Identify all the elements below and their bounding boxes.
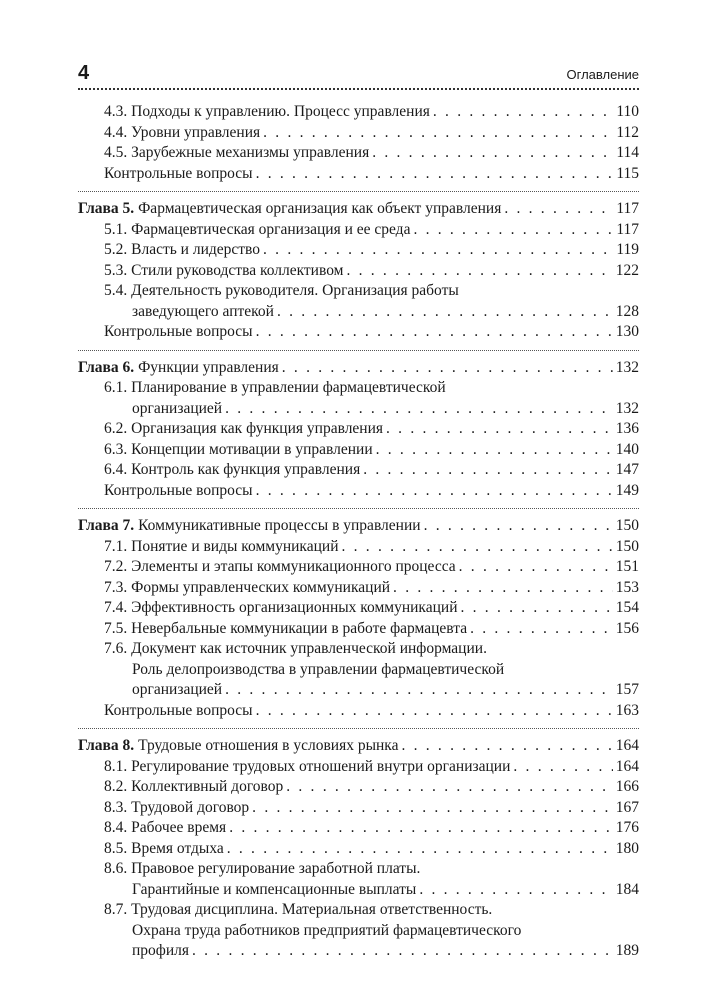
leader-dots	[346, 261, 612, 282]
entry-page: 119	[616, 241, 639, 258]
entry-page: 189	[615, 942, 639, 959]
entry-line	[104, 102, 639, 123]
leader-dots	[433, 102, 613, 123]
toc-entry	[78, 757, 639, 778]
toc-entry	[78, 419, 639, 440]
toc-entry	[78, 220, 639, 241]
entry-text: 6.4. Контроль как функция управления	[104, 461, 361, 478]
toc-entry	[78, 123, 639, 144]
entry-number: 5.2.	[104, 241, 132, 258]
entry-line	[104, 460, 639, 481]
entry-line	[104, 399, 639, 420]
entry-number: 8.6.	[104, 860, 132, 877]
entry-page: 140	[615, 440, 639, 458]
entry-text: 4.4. Уровни управления	[104, 123, 261, 141]
leader-dots	[424, 516, 613, 537]
entry-number: 6.3.	[104, 440, 132, 458]
leader-dots	[256, 322, 613, 343]
entry-text: 8.5. Время отдыха	[104, 839, 224, 857]
chapter-separator	[78, 727, 639, 729]
toc-entry	[78, 818, 639, 839]
toc-entry	[78, 900, 639, 962]
entry-line	[104, 777, 639, 798]
entry-number: 4.4.	[104, 123, 132, 141]
leader-dots	[256, 481, 613, 502]
leader-dots	[192, 941, 613, 962]
entry-line	[104, 220, 639, 241]
entry-page: 114	[616, 144, 639, 161]
entry-number: 7.3.	[104, 578, 132, 596]
toc-entry	[78, 578, 639, 599]
entry-page: 153	[615, 578, 639, 596]
entry-text: 7.5. Невербальные коммуникации в работе фармацевта	[104, 619, 468, 637]
entry-page: 112	[616, 123, 639, 141]
entry-line	[104, 578, 639, 599]
leader-dots	[277, 302, 613, 323]
chapter-heading	[78, 736, 639, 757]
entry-number: 8.2.	[104, 778, 132, 795]
entry-page: 157	[615, 681, 639, 698]
entry-line	[104, 281, 639, 302]
entry-line	[104, 941, 639, 962]
leader-dots	[470, 619, 613, 640]
entry-line	[104, 818, 639, 839]
entry-line	[104, 481, 639, 502]
entry-text: 6.2. Организация как функция управления	[104, 420, 384, 437]
entry-text: 7.4. Эффективность организационных коммуникаций	[104, 599, 458, 616]
entry-line	[104, 900, 639, 921]
entry-text: 5.2. Власть и лидерство	[104, 241, 261, 258]
entry-number: 6.2.	[104, 420, 132, 437]
leader-dots	[372, 143, 613, 164]
leader-dots	[363, 460, 613, 481]
entry-page: 150	[615, 537, 639, 555]
leader-dots	[386, 419, 613, 440]
toc-entry	[78, 440, 639, 461]
entry-line	[104, 680, 639, 701]
leader-dots	[459, 557, 613, 578]
header-rule	[78, 88, 639, 90]
book-page	[78, 60, 639, 962]
entry-line	[104, 240, 639, 261]
entry-line	[104, 859, 639, 880]
leader-dots	[225, 680, 613, 701]
chapter-label: Глава 7.	[78, 517, 135, 534]
entry-text: Контрольные вопросы	[104, 701, 253, 719]
leader-dots	[282, 358, 613, 379]
entry-line	[104, 660, 639, 681]
toc-entry	[78, 143, 639, 164]
leader-dots	[227, 839, 613, 860]
chapter-page: 117	[616, 200, 639, 217]
leader-dots	[376, 440, 613, 461]
entry-text: Деятельность руководителя. Организация работы	[131, 282, 459, 299]
entry-text: организацией	[132, 399, 223, 417]
leader-dots	[461, 598, 613, 619]
entry-text: 4.5. Зарубежные механизмы управления	[104, 144, 370, 161]
entry-text: Роль делопроизводства в управлении фармацевтической	[132, 660, 505, 678]
entry-number: 8.1.	[104, 757, 132, 775]
entry-text: 8.4. Рабочее время	[104, 819, 227, 836]
toc-entry	[78, 839, 639, 860]
entry-number: 7.5.	[104, 619, 132, 637]
chapter-heading	[78, 199, 639, 220]
entry-line	[104, 839, 639, 860]
leader-dots	[393, 578, 613, 599]
entry-page: 180	[615, 839, 639, 857]
entry-number: 4.3.	[104, 103, 132, 120]
entry-text: 7.3. Формы управленческих коммуникаций	[104, 578, 391, 596]
chapter-title: Глава 8. Трудовые отношения в условиях рынка	[78, 737, 399, 754]
entry-text: Контрольные вопросы	[104, 481, 253, 499]
toc-entry	[78, 798, 639, 819]
entry-text: 7.2. Элементы и этапы коммуникационного процесса	[104, 558, 456, 575]
toc-entry	[78, 164, 639, 185]
entry-page: 132	[615, 399, 639, 417]
toc-entry	[78, 598, 639, 619]
toc-entry	[78, 701, 639, 722]
entry-page: 110	[616, 103, 639, 120]
entry-line	[104, 164, 639, 185]
entry-line	[104, 123, 639, 144]
chapter-heading	[78, 516, 639, 537]
leader-dots	[229, 818, 613, 839]
entry-number: 5.3.	[104, 261, 132, 279]
leader-dots	[263, 123, 613, 144]
toc-entry	[78, 859, 639, 900]
entry-number: 5.1.	[104, 220, 132, 238]
entry-page: 128	[615, 302, 639, 320]
chapter-page: 132	[615, 358, 639, 376]
entry-text: 5.3. Стили руководства коллективом	[104, 261, 344, 279]
entry-text: 4.3. Подходы к управлению. Процесс управления	[104, 103, 430, 120]
chapter-title: Глава 6. Функции управления	[78, 358, 279, 376]
entry-text: Планирование в управлении фармацевтической	[131, 379, 446, 396]
running-title: Оглавление	[566, 67, 639, 82]
entry-page: 130	[615, 323, 639, 340]
toc-entry	[78, 481, 639, 502]
toc-entry	[78, 557, 639, 578]
leader-dots	[513, 757, 612, 778]
entry-page: 167	[615, 798, 639, 816]
toc-entry	[78, 460, 639, 481]
chapter-page: 150	[615, 517, 639, 534]
chapter-title: Глава 7. Коммуникативные процессы в управлении	[78, 517, 421, 534]
entry-page: 147	[615, 461, 639, 478]
chapter-label: Глава 6.	[78, 358, 135, 376]
entry-page: 151	[615, 558, 639, 575]
entry-line	[104, 440, 639, 461]
chapter-separator	[78, 349, 639, 351]
entry-line	[104, 798, 639, 819]
entry-line	[104, 757, 639, 778]
entry-page: 154	[615, 599, 639, 616]
entry-line	[104, 639, 639, 660]
entry-number: 8.3.	[104, 798, 132, 816]
chapter-label: Глава 5.	[78, 200, 135, 217]
entry-number: 7.6.	[104, 640, 132, 657]
chapter-title: Глава 5. Фармацевтическая организация как объект управления	[78, 200, 502, 217]
entry-text: 8.3. Трудовой договор	[104, 798, 250, 816]
entry-number: 4.5.	[104, 144, 132, 161]
entry-line	[104, 619, 639, 640]
entry-text: Контрольные вопросы	[104, 323, 253, 340]
entry-number: 7.2.	[104, 558, 132, 575]
entry-page: 156	[615, 619, 639, 637]
table-of-contents	[78, 102, 639, 962]
entry-number: 7.1.	[104, 537, 132, 555]
entry-line	[104, 261, 639, 282]
entry-page: 122	[615, 261, 639, 279]
leader-dots	[401, 736, 612, 757]
entry-line	[104, 302, 639, 323]
entry-text: Трудовая дисциплина. Материальная ответственность.	[131, 901, 493, 918]
toc-entry	[78, 619, 639, 640]
toc-entry	[78, 261, 639, 282]
entry-line	[104, 921, 639, 942]
chapter-separator	[78, 190, 639, 192]
toc-entry	[78, 378, 639, 419]
entry-line	[104, 378, 639, 399]
leader-dots	[252, 798, 613, 819]
entry-page: 117	[616, 220, 639, 238]
entry-text: профиля	[132, 942, 189, 959]
entry-text: 6.3. Концепции мотивации в управлении	[104, 440, 373, 458]
entry-number: 6.4.	[104, 461, 132, 478]
entry-text: 7.1. Понятие и виды коммуникаций	[104, 537, 339, 555]
page-number: 4	[78, 62, 90, 84]
entry-page: 176	[615, 819, 639, 836]
entry-page: 136	[615, 420, 639, 437]
leader-dots	[256, 164, 614, 185]
page-header	[78, 60, 639, 86]
entry-line	[104, 557, 639, 578]
leader-dots	[413, 220, 613, 241]
entry-line	[104, 537, 639, 558]
entry-page: 164	[615, 757, 639, 775]
entry-text: 5.1. Фармацевтическая организация и ее среда	[104, 220, 411, 238]
entry-number: 6.1.	[104, 379, 132, 396]
entry-text: заведующего аптекой	[132, 302, 274, 320]
leader-dots	[225, 399, 613, 420]
entry-text: 8.1. Регулирование трудовых отношений внутри организации	[104, 757, 511, 775]
leader-dots	[504, 199, 613, 220]
entry-number: 8.4.	[104, 819, 132, 836]
toc-entry	[78, 281, 639, 322]
toc-entry	[78, 240, 639, 261]
entry-number: 8.7.	[104, 901, 132, 918]
entry-number: 8.5.	[104, 839, 132, 857]
entry-page: 184	[615, 880, 639, 898]
entry-page: 163	[615, 701, 639, 719]
leader-dots	[263, 240, 613, 261]
entry-text: Правовое регулирование заработной платы.	[131, 860, 421, 877]
entry-line	[104, 322, 639, 343]
entry-line	[104, 143, 639, 164]
toc-entry	[78, 102, 639, 123]
toc-entry	[78, 639, 639, 701]
entry-line	[104, 701, 639, 722]
toc-entry	[78, 537, 639, 558]
entry-text: 8.2. Коллективный договор	[104, 778, 284, 795]
entry-text: Гарантийные и компенсационные выплаты	[132, 880, 417, 898]
entry-text: Охрана труда работников предприятий фармацевтического	[132, 921, 522, 939]
entry-page: 166	[615, 778, 639, 795]
leader-dots	[342, 537, 613, 558]
entry-text: организацией	[132, 681, 223, 698]
entry-text: Контрольные вопросы	[104, 164, 253, 182]
leader-dots	[256, 701, 613, 722]
entry-page: 115	[616, 164, 639, 182]
leader-dots	[419, 880, 612, 901]
chapter-heading	[78, 358, 639, 379]
chapter-page: 164	[615, 737, 639, 754]
entry-line	[104, 419, 639, 440]
leader-dots	[286, 777, 613, 798]
entry-number: 5.4.	[104, 282, 132, 299]
chapter-label: Глава 8.	[78, 737, 135, 754]
entry-line	[104, 880, 639, 901]
toc-entry	[78, 322, 639, 343]
chapter-separator	[78, 507, 639, 509]
entry-line	[104, 598, 639, 619]
entry-page: 149	[615, 481, 639, 499]
entry-text: Документ как источник управленческой информации.	[131, 640, 487, 657]
entry-number: 7.4.	[104, 599, 132, 616]
toc-entry	[78, 777, 639, 798]
